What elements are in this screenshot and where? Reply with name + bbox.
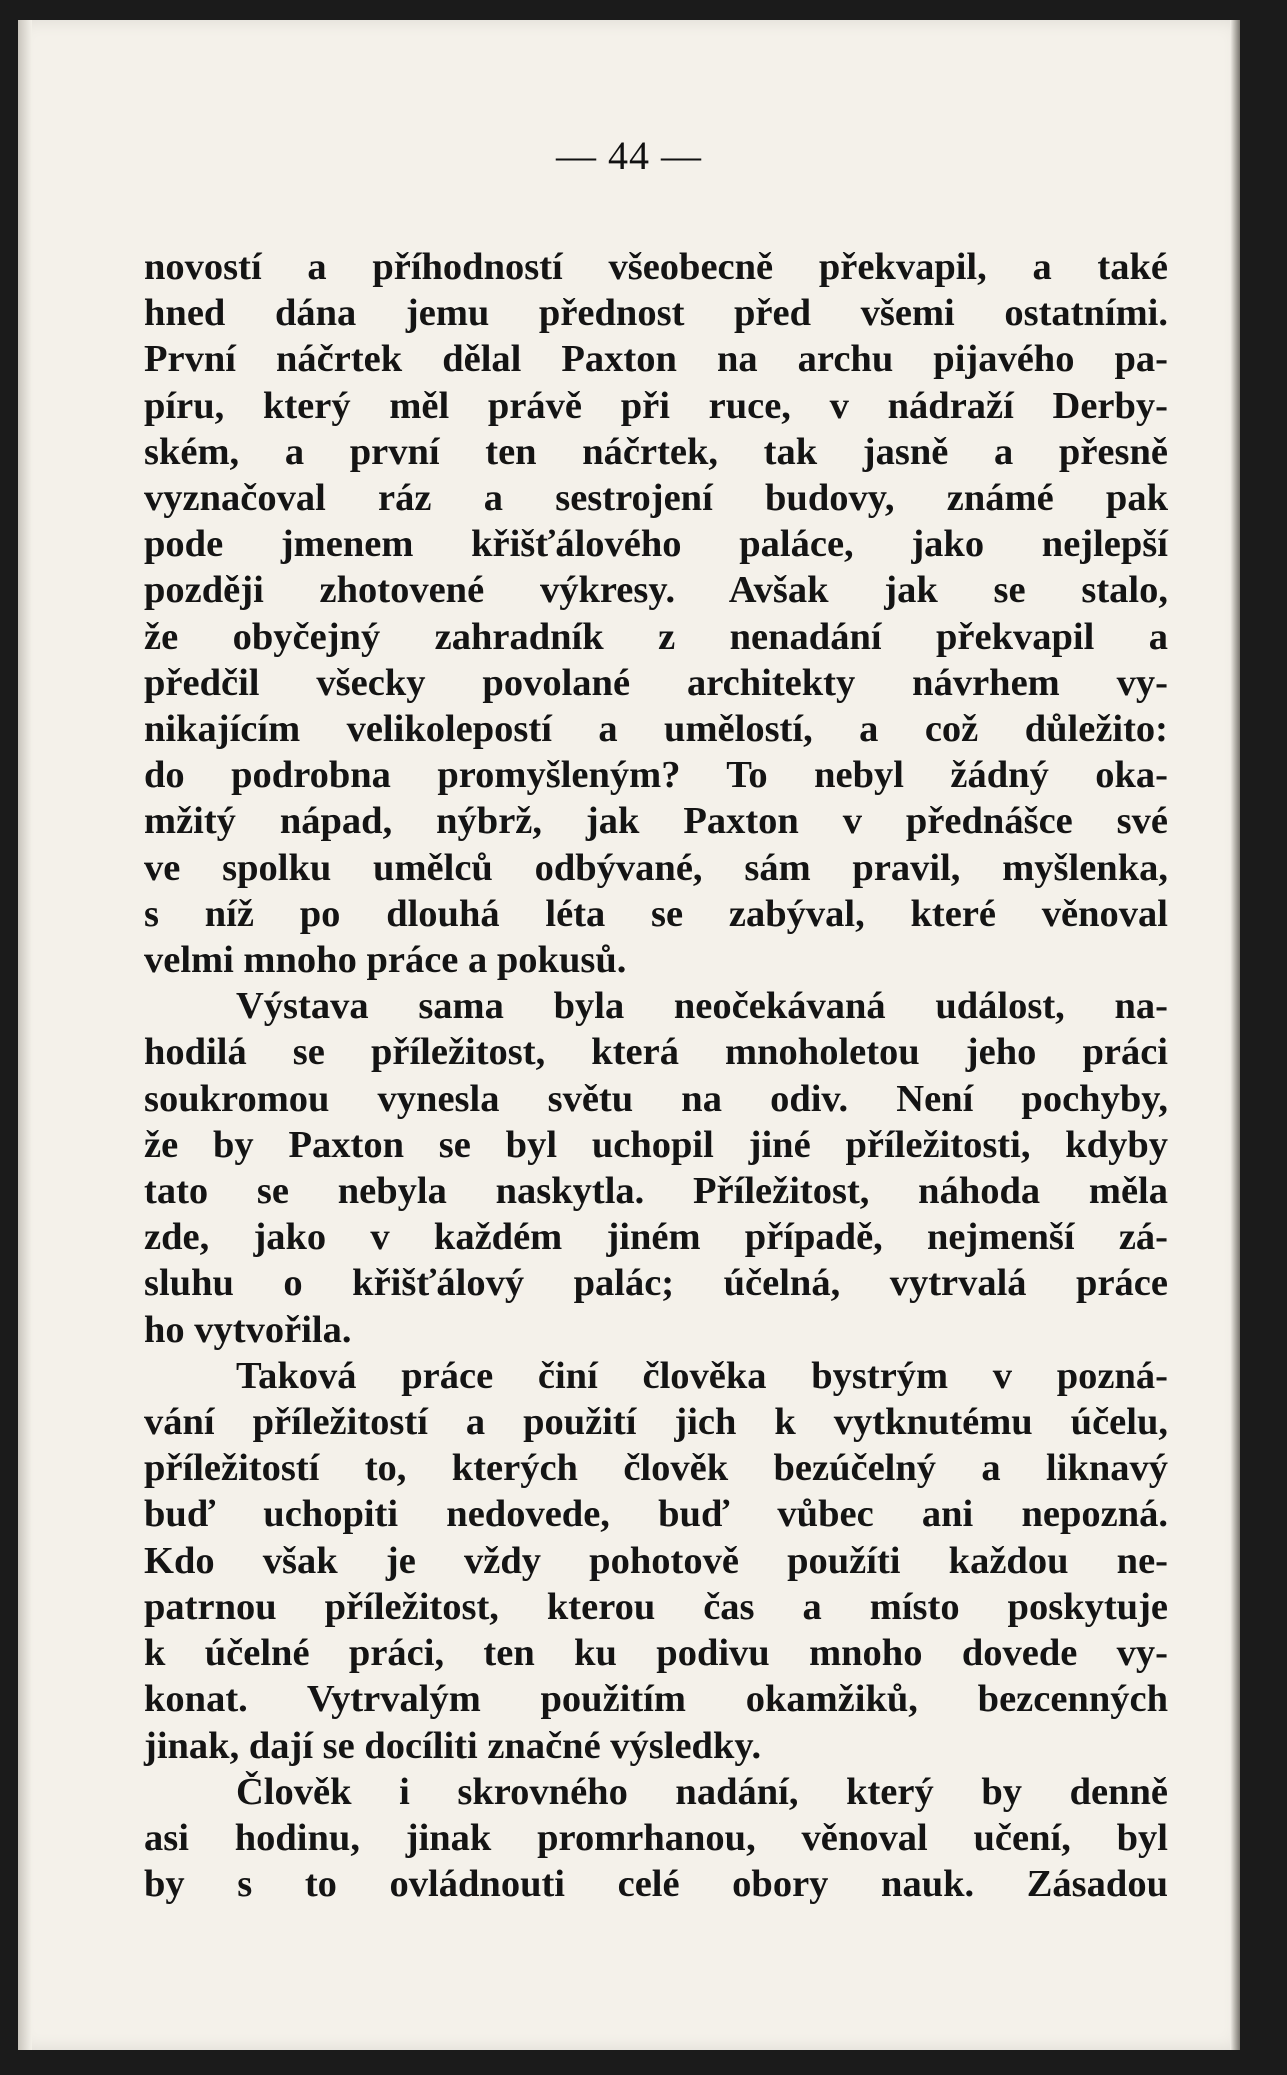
paragraph-start-line: Člověk i skrovného nadání, který by denně — [236, 1770, 1168, 1813]
text-line: zde, jako v každém jiném případě, nejmenší zá- — [144, 1216, 1168, 1259]
text-line: později zhotovené výkresy. Avšak jak se stalo, — [144, 569, 1168, 612]
text-line: vyznačoval ráz a sestrojení budovy, známé pak — [144, 477, 1168, 520]
paragraph-start-line: Taková práce činí člověka bystrým v pozná- — [236, 1354, 1168, 1397]
text-line: pode jmenem křišťálového paláce, jako nejlepší — [144, 523, 1168, 566]
text-line: píru, který měl právě při ruce, v nádraží Derby- — [144, 384, 1168, 427]
body-text — [144, 244, 1168, 1907]
text-line: asi hodinu, jinak promrhanou, věnoval učení, byl — [144, 1816, 1168, 1859]
text-line: sluhu o křišťálový palác; účelná, vytrvalá práce — [144, 1262, 1168, 1305]
text-line: by s to ovládnouti celé obory nauk. Zásadou — [144, 1863, 1168, 1906]
text-line: mžitý nápad, nýbrž, jak Paxton v přednášce své — [144, 800, 1168, 843]
text-line: hned dána jemu přednost před všemi ostatními. — [144, 292, 1168, 335]
text-line: s níž po dlouhá léta se zabýval, které věnoval — [144, 892, 1168, 935]
text-line: ském, a první ten náčrtek, tak jasně a přesně — [144, 430, 1168, 473]
page-number: — 44 — — [556, 133, 702, 178]
text-line: že by Paxton se byl uchopil jiné příležitosti, kdyby — [144, 1123, 1168, 1166]
text-line: že obyčejný zahradník z nenadání překvapil a — [144, 615, 1168, 658]
paragraph-start-line: Výstava sama byla neočekávaná událost, na- — [236, 985, 1168, 1028]
text-line: příležitostí to, kterých člověk bezúčelný a liknavý — [144, 1447, 1168, 1490]
text-line: vání příležitostí a použití jich k vytknutému účelu, — [144, 1401, 1168, 1444]
text-line: soukromou vynesla světu na odiv. Není pochyby, — [144, 1077, 1168, 1120]
text-line: ho vytvořila. — [144, 1308, 352, 1351]
text-line: do podrobna promyšleným? To nebyl žádný oka- — [144, 754, 1168, 797]
page-outer-edge — [1230, 20, 1240, 2050]
text-line: jinak, dají se docíliti značné výsledky. — [144, 1724, 762, 1767]
text-line: buď uchopiti nedovede, buď vůbec ani nepozná. — [144, 1493, 1168, 1536]
text-line: tato se nebyla naskytla. Příležitost, náhoda měla — [144, 1170, 1168, 1213]
text-line: k účelné práci, ten ku podivu mnoho dovede vy- — [144, 1632, 1168, 1675]
text-line: novostí a příhodností všeobecně překvapil, a také — [144, 246, 1168, 288]
text-line: velmi mnoho práce a pokusů. — [144, 939, 627, 982]
text-line: První náčrtek dělal Paxton na archu pijavého pa- — [144, 338, 1168, 381]
page-binding-edge — [18, 20, 32, 2050]
text-line: hodilá se příležitost, která mnoholetou jeho práci — [144, 1031, 1168, 1074]
text-line: Kdo však je vždy pohotově použíti každou ne- — [144, 1539, 1168, 1582]
text-line: předčil všecky povolané architekty návrhem vy- — [144, 661, 1168, 704]
text-line: ve spolku umělců odbývané, sám pravil, myšlenka, — [144, 846, 1168, 889]
text-line: nikajícím velikolepostí a umělostí, a což důležito: — [144, 708, 1168, 751]
book-page — [18, 20, 1240, 2050]
text-line: patrnou příležitost, kterou čas a místo poskytuje — [144, 1585, 1168, 1628]
text-line: konat. Vytrvalým použitím okamžiků, bezcenných — [144, 1678, 1168, 1721]
